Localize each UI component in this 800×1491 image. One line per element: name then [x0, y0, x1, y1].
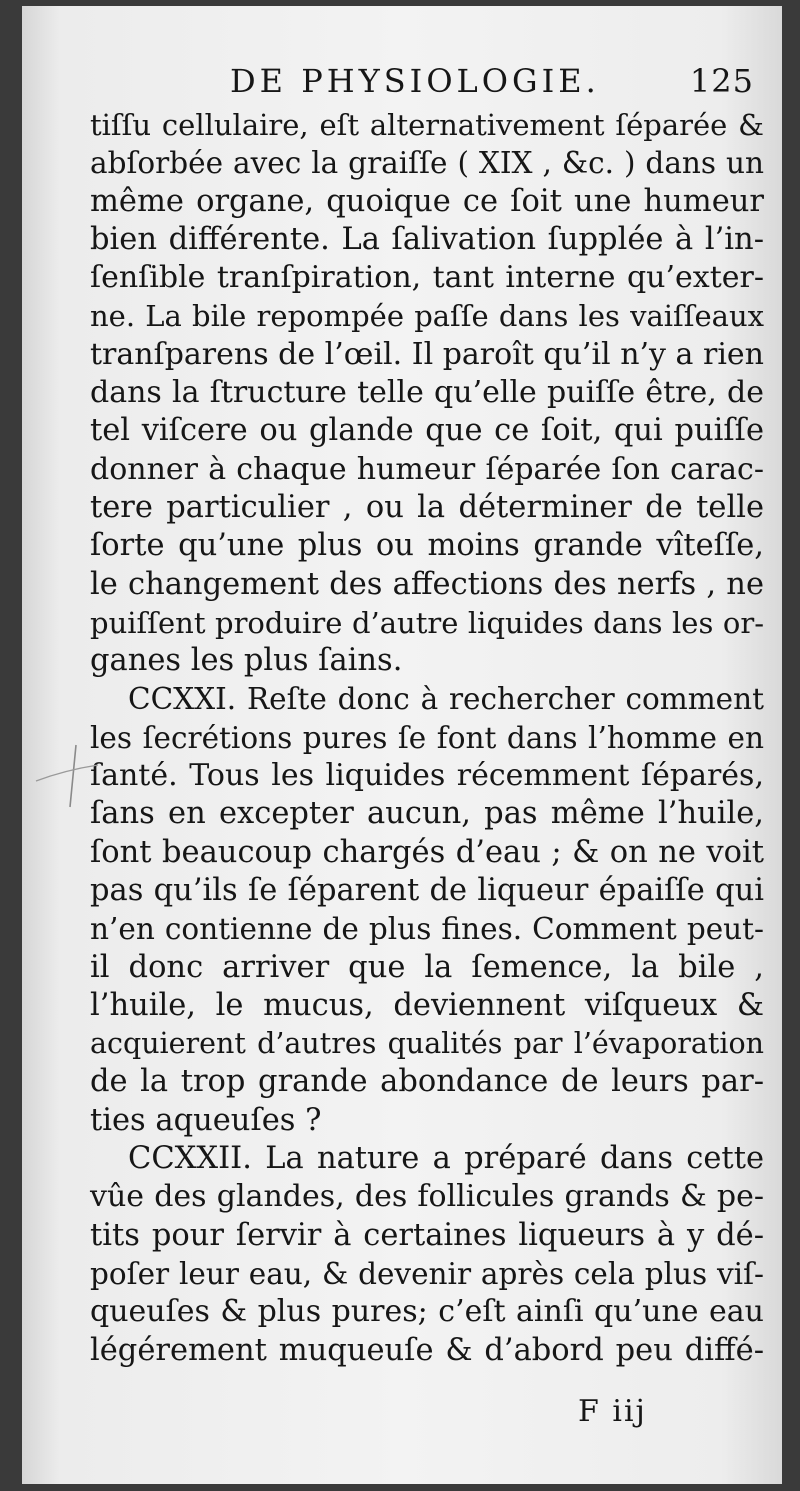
text-line: légérement muqueuſe & d’abord peu diffé- — [90, 1332, 764, 1368]
paragraph-end-line: ganes les plus ſains. — [90, 643, 403, 679]
text-line: poſer leur eau, & devenir après cela plus viſ- — [90, 1256, 764, 1291]
text-line: tranſparens de l’œil. Il paroît qu’il n’y a rien — [90, 336, 764, 372]
text-line: ſenſible tranſpiration, tant interne qu’exter- — [90, 260, 764, 296]
book-page — [22, 6, 782, 1484]
text-line: vûe des glandes, des follicules grands & pe- — [90, 1179, 764, 1215]
text-line: les ſecrétions pures ſe font dans l’homme en — [90, 720, 764, 755]
text-line: ſanté. Tous les liquides récemment ſéparés, — [90, 758, 764, 794]
page-number: 125 — [689, 62, 754, 100]
text-line: ſans en excepter aucun, pas même l’huile, — [90, 796, 764, 832]
running-head — [92, 62, 754, 102]
section-heading-line: CCXXII. La nature a préparé dans cette — [128, 1141, 764, 1177]
text-line: abſorbée avec la graiſſe ( XIX , &c. ) dans un — [90, 146, 764, 181]
section-heading-line: CCXXI. Reſte donc à rechercher comment — [128, 682, 764, 717]
text-line: n’en contienne de plus fines. Comment peut- — [90, 912, 764, 947]
text-line: l’huile, le mucus, deviennent viſqueux & — [90, 987, 764, 1023]
text-line: ſorte qu’une plus ou moins grande vîteſſe, — [90, 528, 764, 564]
text-line: queuſes & plus pures; c’eſt ainſi qu’une eau — [90, 1294, 764, 1330]
text-line: donner à chaque humeur ſéparée ſon carac- — [90, 451, 764, 487]
text-line: acquierent d’autres qualités par l’évaporation — [90, 1027, 764, 1061]
margin-pencil-mark — [32, 741, 102, 811]
text-line: tits pour ſervir à certaines liqueurs à y dé- — [90, 1217, 764, 1253]
text-line: dans la ſtructure telle qu’elle puiſſe être, de — [90, 375, 764, 411]
body-text — [90, 106, 764, 1370]
signature-mark: F iij — [578, 1394, 647, 1429]
text-line: puiſſent produire d’autre liquides dans les or- — [90, 605, 764, 640]
text-line: de la trop grande abondance de leurs par- — [90, 1064, 764, 1100]
text-line: ſont beaucoup chargés d’eau ; & on ne voit — [90, 834, 764, 870]
text-line: tel viſcere ou glande que ce ſoit, qui puiſſe — [90, 413, 764, 449]
text-line: il donc arriver que la ſemence, la bile , — [90, 949, 764, 985]
text-line: même organe, quoique ce ſoit une humeur — [90, 183, 764, 219]
text-line: bien différente. La ſalivation ſupplée à l’in- — [90, 221, 764, 257]
text-line: tiſſu cellulaire, eſt alternativement ſéparée & — [90, 108, 764, 142]
running-head-title: DE PHYSIOLOGIE. — [230, 62, 600, 100]
text-line: ne. La bile repompée paſſe dans les vaiſſeaux — [90, 299, 764, 334]
text-line: tere particulier , ou la déterminer de telle — [90, 489, 764, 525]
text-line: pas qu’ils ſe ſéparent de liqueur épaiſſe qui — [90, 872, 764, 908]
paragraph-end-line: ties aqueuſes ? — [90, 1102, 322, 1138]
text-line: le changement des affections des nerfs , ne — [90, 566, 764, 602]
